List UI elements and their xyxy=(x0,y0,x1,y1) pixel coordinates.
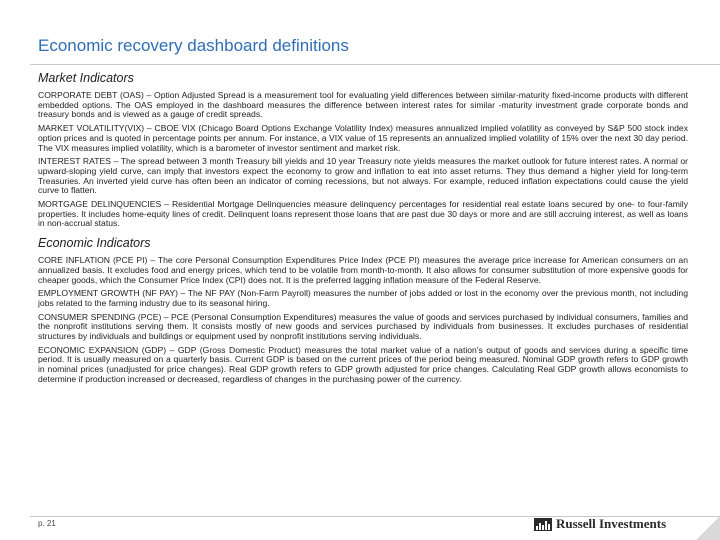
page-number: p. 21 xyxy=(38,519,56,528)
market-indicators-heading: Market Indicators xyxy=(38,71,134,85)
definition-economic-expansion: ECONOMIC EXPANSION (GDP) – GDP (Gross Domestic Product) measures the total market value of a nation's output of goods and services during a specific time period. It is usually measured on a quarterly basis. Current GDP is based on the current prices of the period being measured. Nominal GDP growth refers to GDP growth in nominal prices (unadjusted for price changes). Real GDP growth refers to GDP growth adjusted for price changes. Calculating Real GDP growth allows economists to determine if production increased or decreased, regardless of changes in the purchasing power of the currency. xyxy=(38,344,688,384)
definition-employment-growth: EMPLOYMENT GROWTH (NF PAY) – The NF PAY (Non-Farm Payroll) measures the number of jobs added or lost in the economy over the previous month, not including jobs related to the farming industry due to its seasonal hiring. xyxy=(38,288,688,308)
definition-consumer-spending: CONSUMER SPENDING (PCE) – PCE (Personal Consumption Expenditures) measures the value of goods and services purchased by individual consumers, families and the nonprofit institutions serving them. It consists mostly of new goods and services purchased by individuals from businesses. It excludes purchases of residential structures by individuals and buildings or equipment used by nonprofit institutions serving individuals. xyxy=(38,311,688,342)
russell-investments-logo xyxy=(534,516,666,532)
corner-triangle-icon xyxy=(696,516,720,540)
definitions-content xyxy=(38,71,688,389)
title-divider xyxy=(30,64,720,65)
definition-interest-rates: INTEREST RATES – The spread between 3 month Treasury bill yields and 10 year Treasury note yields measures the market outlook for future interest rates. A normal or upward-sloping yield curve, can imply that investors expect the economy to grow and inflation to eat into asset returns. They thus demand a higher yield for long-term Treasuries. An inverted yield curve has often been an indicator of coming recessions, but not always. For example, reduced inflation expectations could cause the yield curve to flatten. xyxy=(38,156,688,196)
definition-core-inflation: CORE INFLATION (PCE PI) – The core Personal Consumption Expenditures Price Index (PCE PI) measures the average price increase for American consumers on an annualized basis. It excludes food and energy prices, which tend to be volatile from month-to-month. It also allows for consumer substitution of more expensive goods for cheaper goods, which the Consumer Price Index (CPI) does not. It is the preferred lagging inflation measure of the Federal Reserve. xyxy=(38,255,688,285)
definition-mortgage-delinquencies: MORTGAGE DELINQUENCIES – Residential Mortgage Delinquencies measure delinquency percentages for residential real estate loans secured by one- to four-family properties. It includes home-equity lines of credit. Delinquent loans represent those loans that are past due 30 days or more and are still accruing interest, as well as loans in non-accrual status. xyxy=(38,199,688,229)
page-title: Economic recovery dashboard definitions xyxy=(38,36,349,55)
logo-text: Russell Investments xyxy=(556,516,667,531)
russell-chart-icon xyxy=(534,518,552,531)
definition-market-volatility: MARKET VOLATILITY(VIX) – CBOE VIX (Chicago Board Options Exchange Volatility Index) measures annualized implied volatility as conveyed by S&P 500 stock index option prices and is quoted in percentage points per annum. For instance, a VIX value of 15 represents an annualized implied volatility of 15% over the next 30 day period. The VIX measures implied volatility, which is a barometer of investor sentiment and market risk. xyxy=(38,123,688,153)
definition-corporate-debt: CORPORATE DEBT (OAS) – Option Adjusted Spread is a measurement tool for evaluating yield differences between similar-maturity fixed-income products with different embedded options. The OAS employed in the dashboard measures the difference between interest rates for similar -maturity investment grade corporate bonds and treasury bonds and is viewed as a gauge of credit spreads. xyxy=(38,90,688,120)
economic-indicators-heading: Economic Indicators xyxy=(38,236,151,251)
